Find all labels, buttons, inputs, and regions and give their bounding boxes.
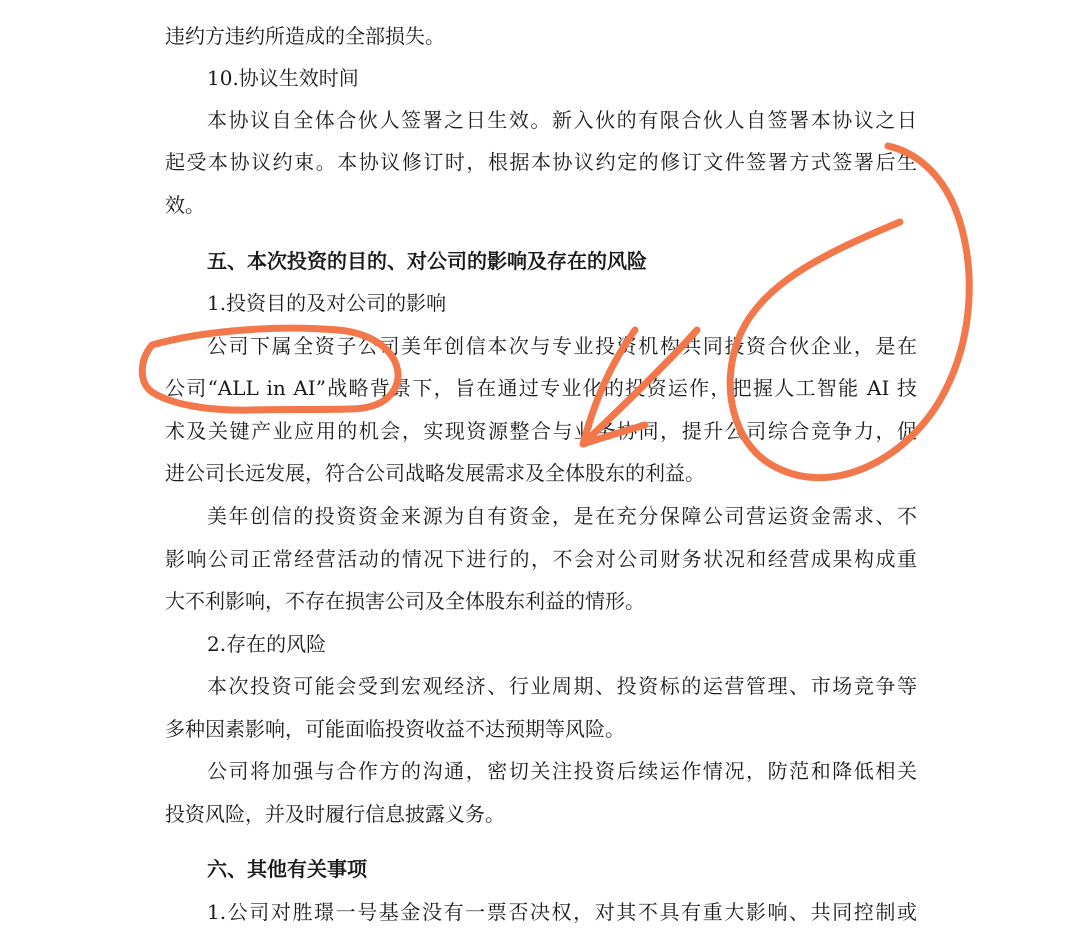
paragraph-line: 效。 <box>165 193 205 217</box>
paragraph-line: 起受本协议约束。本协议修订时，根据本协议约定的修订文件签署方式签署后生 <box>165 150 917 174</box>
paragraph-line: 投资风险，并及时履行信息披露义务。 <box>165 802 505 826</box>
section-heading: 10.协议生效时间 <box>207 66 359 90</box>
paragraph-line: 公司将加强与合作方的沟通，密切关注投资后续运作情况，防范和降低相关 <box>207 759 917 783</box>
paragraph-line: 公司下属全资子公司美年创信本次与专业投资机构共同投资合伙企业，是在 <box>207 334 917 358</box>
paragraph-line: 本次投资可能会受到宏观经济、行业周期、投资标的运营管理、市场竞争等 <box>207 674 917 698</box>
paragraph-line: 美年创信的投资资金来源为自有资金，是在充分保障公司营运资金需求、不 <box>207 504 917 528</box>
paragraph-line: 多种因素影响，可能面临投资收益不达预期等风险。 <box>165 717 625 741</box>
paragraph-line: 大不利影响，不存在损害公司及全体股东利益的情形。 <box>165 589 645 613</box>
paragraph-line: 影响公司正常经营活动的情况下进行的，不会对公司财务状况和经营成果构成重 <box>165 547 917 571</box>
paragraph-line: 术及关键产业应用的机会，实现资源整合与业务协同，提升公司综合竞争力，促 <box>165 419 917 443</box>
section-heading: 1.投资目的及对公司的影响 <box>207 291 447 315</box>
section-title: 六、其他有关事项 <box>207 857 367 881</box>
paragraph-line: 违约方违约所造成的全部损失。 <box>165 24 445 48</box>
section-title: 五、本次投资的目的、对公司的影响及存在的风险 <box>207 249 647 273</box>
section-heading: 2.存在的风险 <box>207 632 327 656</box>
paragraph-line: 1.公司对胜璟一号基金没有一票否决权，对其不具有重大影响、共同控制或 <box>207 900 917 924</box>
paragraph-line: 本协议自全体合伙人签署之日生效。新入伙的有限合伙人自签署本协议之日 <box>207 108 917 132</box>
paragraph-line: 进公司长远发展，符合公司战略发展需求及全体股东的利益。 <box>165 461 705 485</box>
paragraph-line: 公司“ALL in AI”战略背景下，旨在通过专业化的投资运作，把握人工智能 AI 技 <box>165 376 917 400</box>
